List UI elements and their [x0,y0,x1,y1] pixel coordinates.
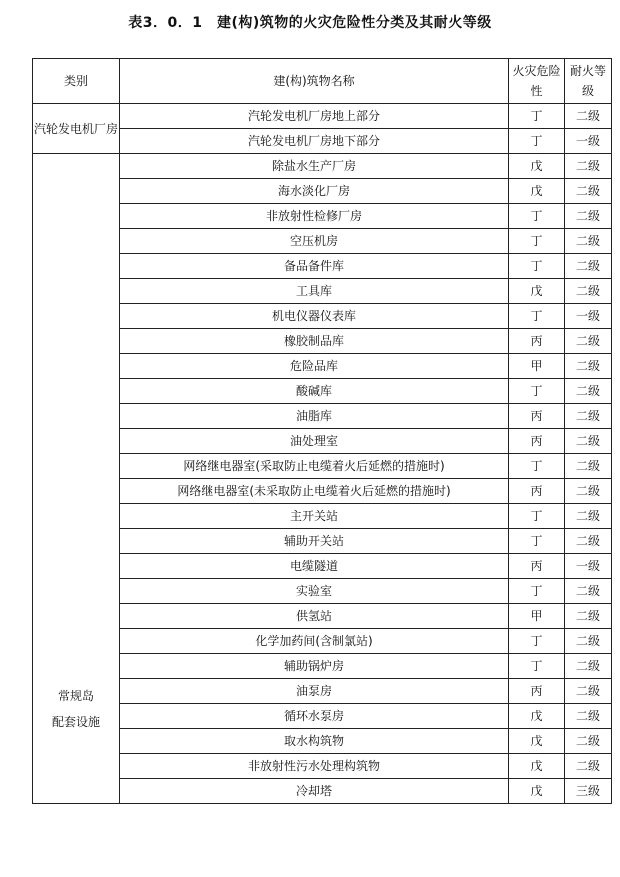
building-name-cell: 网络继电器室(未采取防止电缆着火后延燃的措施时) [120,479,509,504]
table-row [33,679,612,704]
hazard-class-cell: 戊 [509,704,565,729]
hazard-class-cell: 甲 [509,354,565,379]
hazard-class-cell: 丁 [509,454,565,479]
table-row [33,254,612,279]
hazard-class-cell: 戊 [509,279,565,304]
building-name-cell: 海水淡化厂房 [120,179,509,204]
building-name-cell: 冷却塔 [120,779,509,804]
hazard-class-cell: 丁 [509,579,565,604]
fire-rating-cell: 二级 [565,704,612,729]
fire-rating-cell: 二级 [565,429,612,454]
fire-rating-cell: 二级 [565,754,612,779]
table-row [33,404,612,429]
table-title: 表3．0．1 建(构)筑物的火灾危险性分类及其耐火等级 [128,15,492,31]
fire-rating-cell: 二级 [565,729,612,754]
hazard-class-cell: 甲 [509,604,565,629]
fire-rating-cell: 一级 [565,304,612,329]
fire-rating-cell: 二级 [565,604,612,629]
hazard-class-cell: 丙 [509,679,565,704]
category-line: 配套设施 [51,714,100,729]
table-row [33,704,612,729]
table-row [33,179,612,204]
header-row [33,59,612,104]
category-cell: 汽轮发电机厂房 [33,104,120,154]
building-name-cell: 非放射性污水处理构筑物 [120,754,509,779]
table-row [33,604,612,629]
hazard-class-cell: 丙 [509,479,565,504]
table-row [33,329,612,354]
table-row [33,579,612,604]
hazard-class-cell: 丁 [509,629,565,654]
building-name-cell: 取水构筑物 [120,729,509,754]
hazard-class-cell: 戊 [509,779,565,804]
header-fire-rating: 耐火等级 [565,59,612,104]
fire-rating-cell: 二级 [565,379,612,404]
hazard-class-cell: 丙 [509,329,565,354]
fire-rating-cell: 二级 [565,504,612,529]
building-name-cell: 备品备件库 [120,254,509,279]
table-row [33,104,612,129]
hazard-class-cell: 丁 [509,229,565,254]
table-row [33,154,612,179]
hazard-class-cell: 丙 [509,429,565,454]
building-name-cell: 油泵房 [120,679,509,704]
building-name-cell: 非放射性检修厂房 [120,204,509,229]
building-name-cell: 橡胶制品库 [120,329,509,354]
table-row [33,429,612,454]
fire-rating-cell: 二级 [565,104,612,129]
building-name-cell: 危险品库 [120,354,509,379]
building-name-cell: 化学加药间(含制氯站) [120,629,509,654]
header-category: 类别 [33,59,120,104]
fire-hazard-table [32,58,612,804]
category-line: 常规岛 [57,688,94,703]
fire-rating-cell: 二级 [565,154,612,179]
table-row [33,654,612,679]
fire-rating-cell: 一级 [565,129,612,154]
header-name: 建(构)筑物名称 [120,59,509,104]
fire-rating-cell: 二级 [565,629,612,654]
fire-rating-cell: 二级 [565,229,612,254]
hazard-class-cell: 丁 [509,504,565,529]
table-row [33,204,612,229]
hazard-class-cell: 丙 [509,554,565,579]
fire-rating-cell: 二级 [565,204,612,229]
fire-rating-cell: 三级 [565,779,612,804]
header-hazard: 火灾危险性 [509,59,565,104]
table-body [33,59,612,804]
table-row [33,129,612,154]
building-name-cell: 循环水泵房 [120,704,509,729]
hazard-class-cell: 丁 [509,654,565,679]
table-row [33,529,612,554]
building-name-cell: 除盐水生产厂房 [120,154,509,179]
building-name-cell: 电缆隧道 [120,554,509,579]
table-row [33,729,612,754]
fire-rating-cell: 二级 [565,654,612,679]
hazard-class-cell: 丁 [509,204,565,229]
hazard-class-cell: 丁 [509,254,565,279]
fire-rating-cell: 二级 [565,454,612,479]
table-row [33,379,612,404]
table-row [33,354,612,379]
building-name-cell: 实验室 [120,579,509,604]
building-name-cell: 辅助锅炉房 [120,654,509,679]
building-name-cell: 机电仪器仪表库 [120,304,509,329]
table-row [33,504,612,529]
hazard-class-cell: 戊 [509,729,565,754]
table-row [33,454,612,479]
fire-rating-cell: 二级 [565,529,612,554]
fire-rating-cell: 二级 [565,354,612,379]
fire-rating-cell: 二级 [565,179,612,204]
hazard-class-cell: 戊 [509,179,565,204]
building-name-cell: 汽轮发电机厂房地上部分 [120,104,509,129]
building-name-cell: 空压机房 [120,229,509,254]
fire-rating-cell: 二级 [565,279,612,304]
table-row [33,479,612,504]
fire-rating-cell: 二级 [565,404,612,429]
building-name-cell: 主开关站 [120,504,509,529]
hazard-class-cell: 戊 [509,154,565,179]
fire-rating-cell: 一级 [565,554,612,579]
building-name-cell: 供氢站 [120,604,509,629]
table-row [33,554,612,579]
table-row [33,754,612,779]
building-name-cell: 油处理室 [120,429,509,454]
hazard-class-cell: 丁 [509,529,565,554]
building-name-cell: 油脂库 [120,404,509,429]
building-name-cell: 网络继电器室(采取防止电缆着火后延燃的措施时) [120,454,509,479]
table-row [33,629,612,654]
hazard-class-cell: 丙 [509,404,565,429]
category-cell [33,154,120,804]
table-row [33,279,612,304]
fire-rating-cell: 二级 [565,479,612,504]
building-name-cell: 酸碱库 [120,379,509,404]
building-name-cell: 工具库 [120,279,509,304]
hazard-class-cell: 丁 [509,304,565,329]
table-row [33,779,612,804]
fire-rating-cell: 二级 [565,254,612,279]
fire-rating-cell: 二级 [565,329,612,354]
table-row [33,229,612,254]
hazard-class-cell: 戊 [509,754,565,779]
table-row [33,304,612,329]
hazard-class-cell: 丁 [509,379,565,404]
hazard-class-cell: 丁 [509,104,565,129]
fire-rating-cell: 二级 [565,579,612,604]
fire-rating-cell: 二级 [565,679,612,704]
building-name-cell: 辅助开关站 [120,529,509,554]
building-name-cell: 汽轮发电机厂房地下部分 [120,129,509,154]
hazard-class-cell: 丁 [509,129,565,154]
